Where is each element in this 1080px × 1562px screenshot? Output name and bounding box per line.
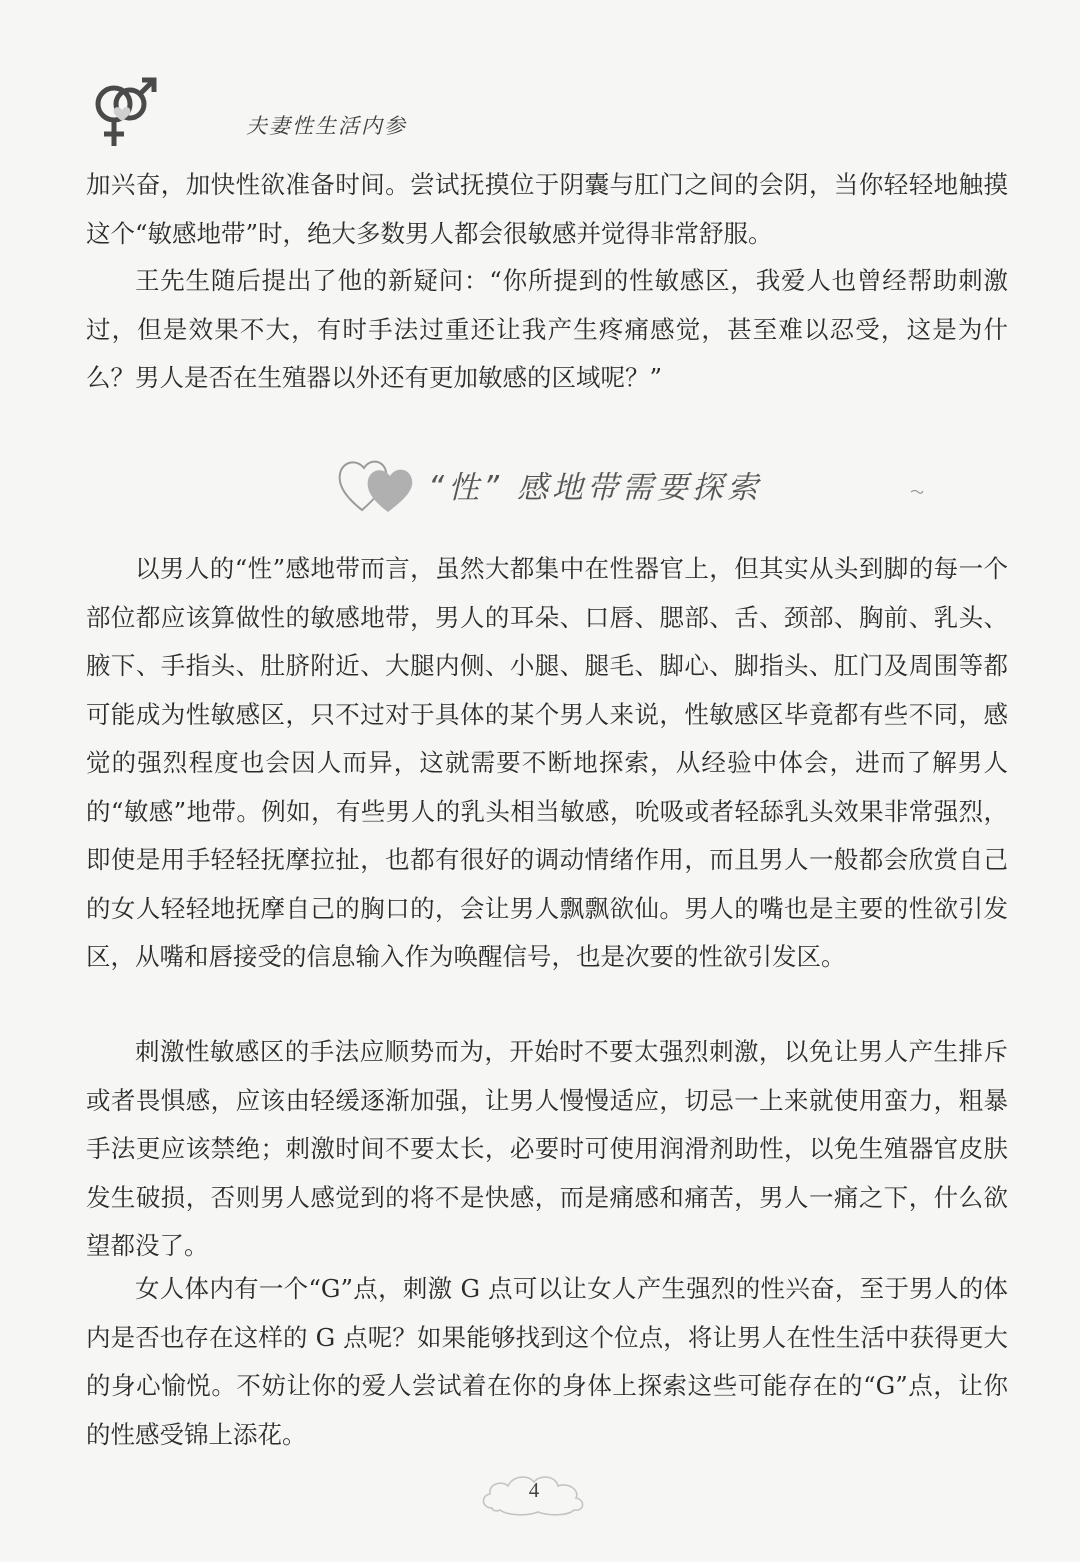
header-title: 夫妻性生活内参: [246, 114, 407, 138]
double-heart-icon: [336, 450, 416, 516]
paragraph-4: 刺激性敏感区的手法应顺势而为，开始时不要太强烈刺激，以免让男人产生排斥或者畏惧感，应该由轻缓逐渐加强，让男人慢慢适应，切忌一上来就使用蛮力，粗暴手法更应该禁绝；刺激时间不要太长，必要时可使用润滑剂助性，以免生殖器官皮肤发生破损，否则男人感觉到的将不是快感，而是痛感和痛苦，男人一痛之下，什么欲望都没了。: [86, 1037, 1008, 1260]
decorative-scribble-icon: [910, 488, 924, 494]
page-number: 4: [528, 1478, 540, 1502]
paragraph-2: 王先生随后提出了他的新疑问：“你所提到的性敏感区，我爱人也曾经帮助刺激过，但是效果不大，有时手法过重还让我产生疼痛感觉，甚至难以忍受，这是为什么？男人是否在生殖器以外还有更加敏感的区域呢？”: [86, 266, 1008, 392]
running-header: [86, 74, 486, 150]
paragraph-3: 以男人的“性”感地带而言，虽然大都集中在性器官上，但其实从头到脚的每一个部位都应该算做性的敏感地带，男人的耳朵、口唇、腮部、舌、颈部、胸前、乳头、腋下、手指头、肚脐附近、大腿内侧、小腿、腿毛、脚心、脚指头、肛门及周围等都可能成为性敏感区，只不过对于具体的某个男人来说，性敏感区毕竟都有些不同，感觉的强烈程度也会因人而异，这就需要不断地探索，从经验中体会，进而了解男人的“敏感”地带。例如，有些男人的乳头相当敏感，吮吸或者轻舔乳头效果非常强烈，即使是用手轻轻抚摩拉扯，也都有很好的调动情绪作用，而且男人一般都会欣赏自己的女人轻轻地抚摩自己的胸口的，会让男人飘飘欲仙。男人的嘴也是主要的性欲引发区，从嘴和唇接受的信息输入作为唤醒信号，也是次要的性欲引发区。: [86, 554, 1008, 971]
page-footer: [478, 1468, 590, 1518]
paragraph-5: 女人体内有一个“G”点，刺激 G 点可以让女人产生强烈的性兴奋，至于男人的体内是否也存在这样的 G 点呢？如果能够找到这个位点，将让男人在性生活中获得更大的身心愉悦。不妨让你的爱人尝试着在你的身体上探索这些可能存在的“G”点，让你的性感受锦上添花。: [86, 1274, 1008, 1449]
gender-symbols-icon: [86, 74, 164, 150]
paragraph-1: 加兴奋，加快性欲准备时间。尝试抚摸位于阴囊与肛门之间的会阴，当你轻轻地触摸这个“敏感地带”时，绝大多数男人都会很敏感并觉得非常舒服。: [86, 170, 1008, 248]
section-title: “性” 感地带需要探索: [428, 470, 762, 506]
section-heading: [336, 442, 936, 532]
